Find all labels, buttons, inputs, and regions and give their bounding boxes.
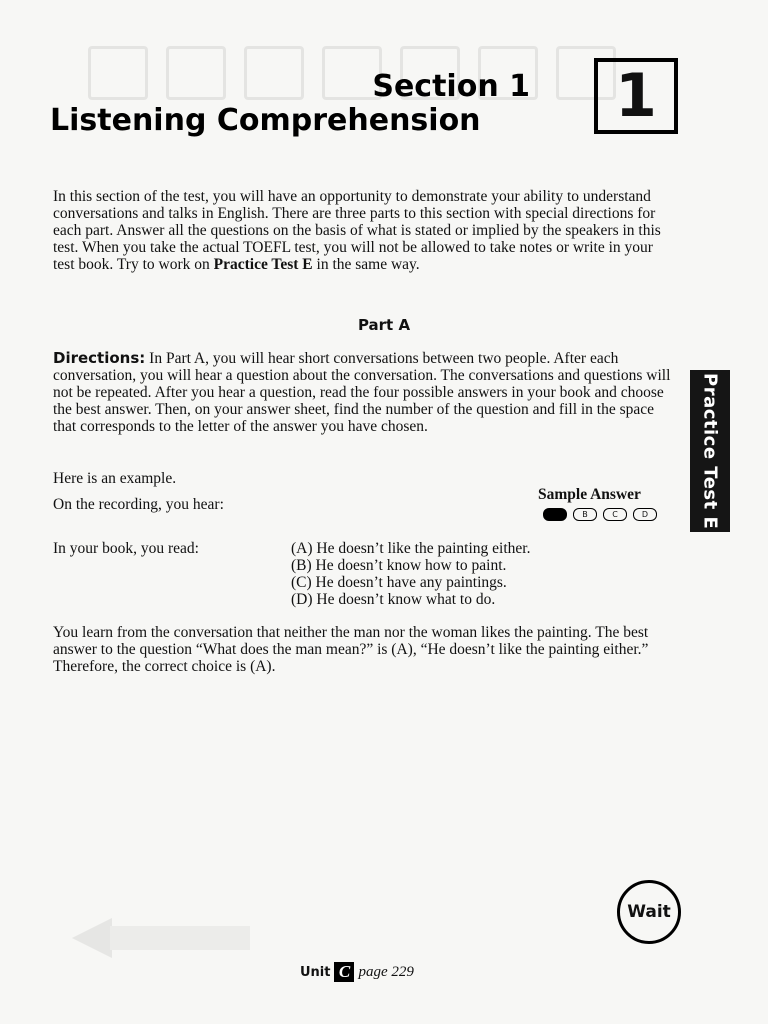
background-arrow-icon (72, 918, 112, 958)
option-b: (B) He doesn’t know how to paint. (291, 557, 507, 574)
answer-bubble-c: C (603, 508, 627, 521)
answer-bubble-a: A (543, 508, 567, 521)
recording-label: On the recording, you hear: (53, 496, 224, 513)
practice-test-tab-label: Practice Test E (699, 372, 721, 530)
section-title: Listening Comprehension (50, 103, 481, 138)
part-a-heading: Part A (357, 316, 411, 334)
intro-test-name: Practice Test E (213, 256, 313, 273)
conclusion-paragraph: You learn from the conversation that neither the man nor the woman likes the painting. The best answer to the question “What does the man mean?” is (A), “He doesn’t like the painting either.” Therefore, the correct choice is (A). (53, 624, 649, 675)
example-intro: Here is an example. (53, 470, 177, 487)
unit-letter-badge: C (334, 962, 354, 982)
intro-tail: in the same way. (312, 256, 420, 273)
page-footer (300, 962, 414, 982)
answer-bubbles (543, 508, 657, 521)
answer-bubble-b: B (573, 508, 597, 521)
page-title (50, 70, 530, 138)
option-a: (A) He doesn’t like the painting either. (291, 540, 531, 557)
unit-label: Unit (300, 964, 331, 980)
section-number-badge: 1 (594, 58, 678, 134)
answer-options (291, 540, 530, 608)
directions-label: Directions: (53, 349, 146, 367)
intro-paragraph (53, 188, 673, 273)
background-arrow-bar (110, 926, 250, 950)
page-number: page 229 (358, 963, 414, 980)
sample-answer-label: Sample Answer (538, 486, 641, 503)
wait-icon: Wait (617, 880, 681, 944)
book-label: In your book, you read: (53, 540, 199, 557)
option-d: (D) He doesn’t know what to do. (291, 591, 496, 608)
directions-text: In Part A, you will hear short conversations between two people. After each conversation, you will hear a question about the conversation. The conversations and questions will not be repeated. After you hear a question, read the four possible answers in your book and choose the best answer. Then, on your answer sheet, find the number of the question and fill in the space that corresponds to the letter of the answer you have chosen. (53, 350, 671, 435)
answer-bubble-d: D (633, 508, 657, 521)
option-c: (C) He doesn’t have any paintings. (291, 574, 507, 591)
directions-paragraph (53, 350, 678, 435)
section-heading: Section 1 (372, 69, 530, 104)
practice-test-tab (690, 370, 730, 532)
intro-text: In this section of the test, you will have an opportunity to demonstrate your ability to understand conversations and talks in English. There are three parts to this section with special directions for each part. Answer all the questions on the basis of what is stated or implied by the speakers in this test. When you take the actual TOEFL test, you will not be allowed to take notes or write in your test book. Try to work on (53, 188, 661, 273)
